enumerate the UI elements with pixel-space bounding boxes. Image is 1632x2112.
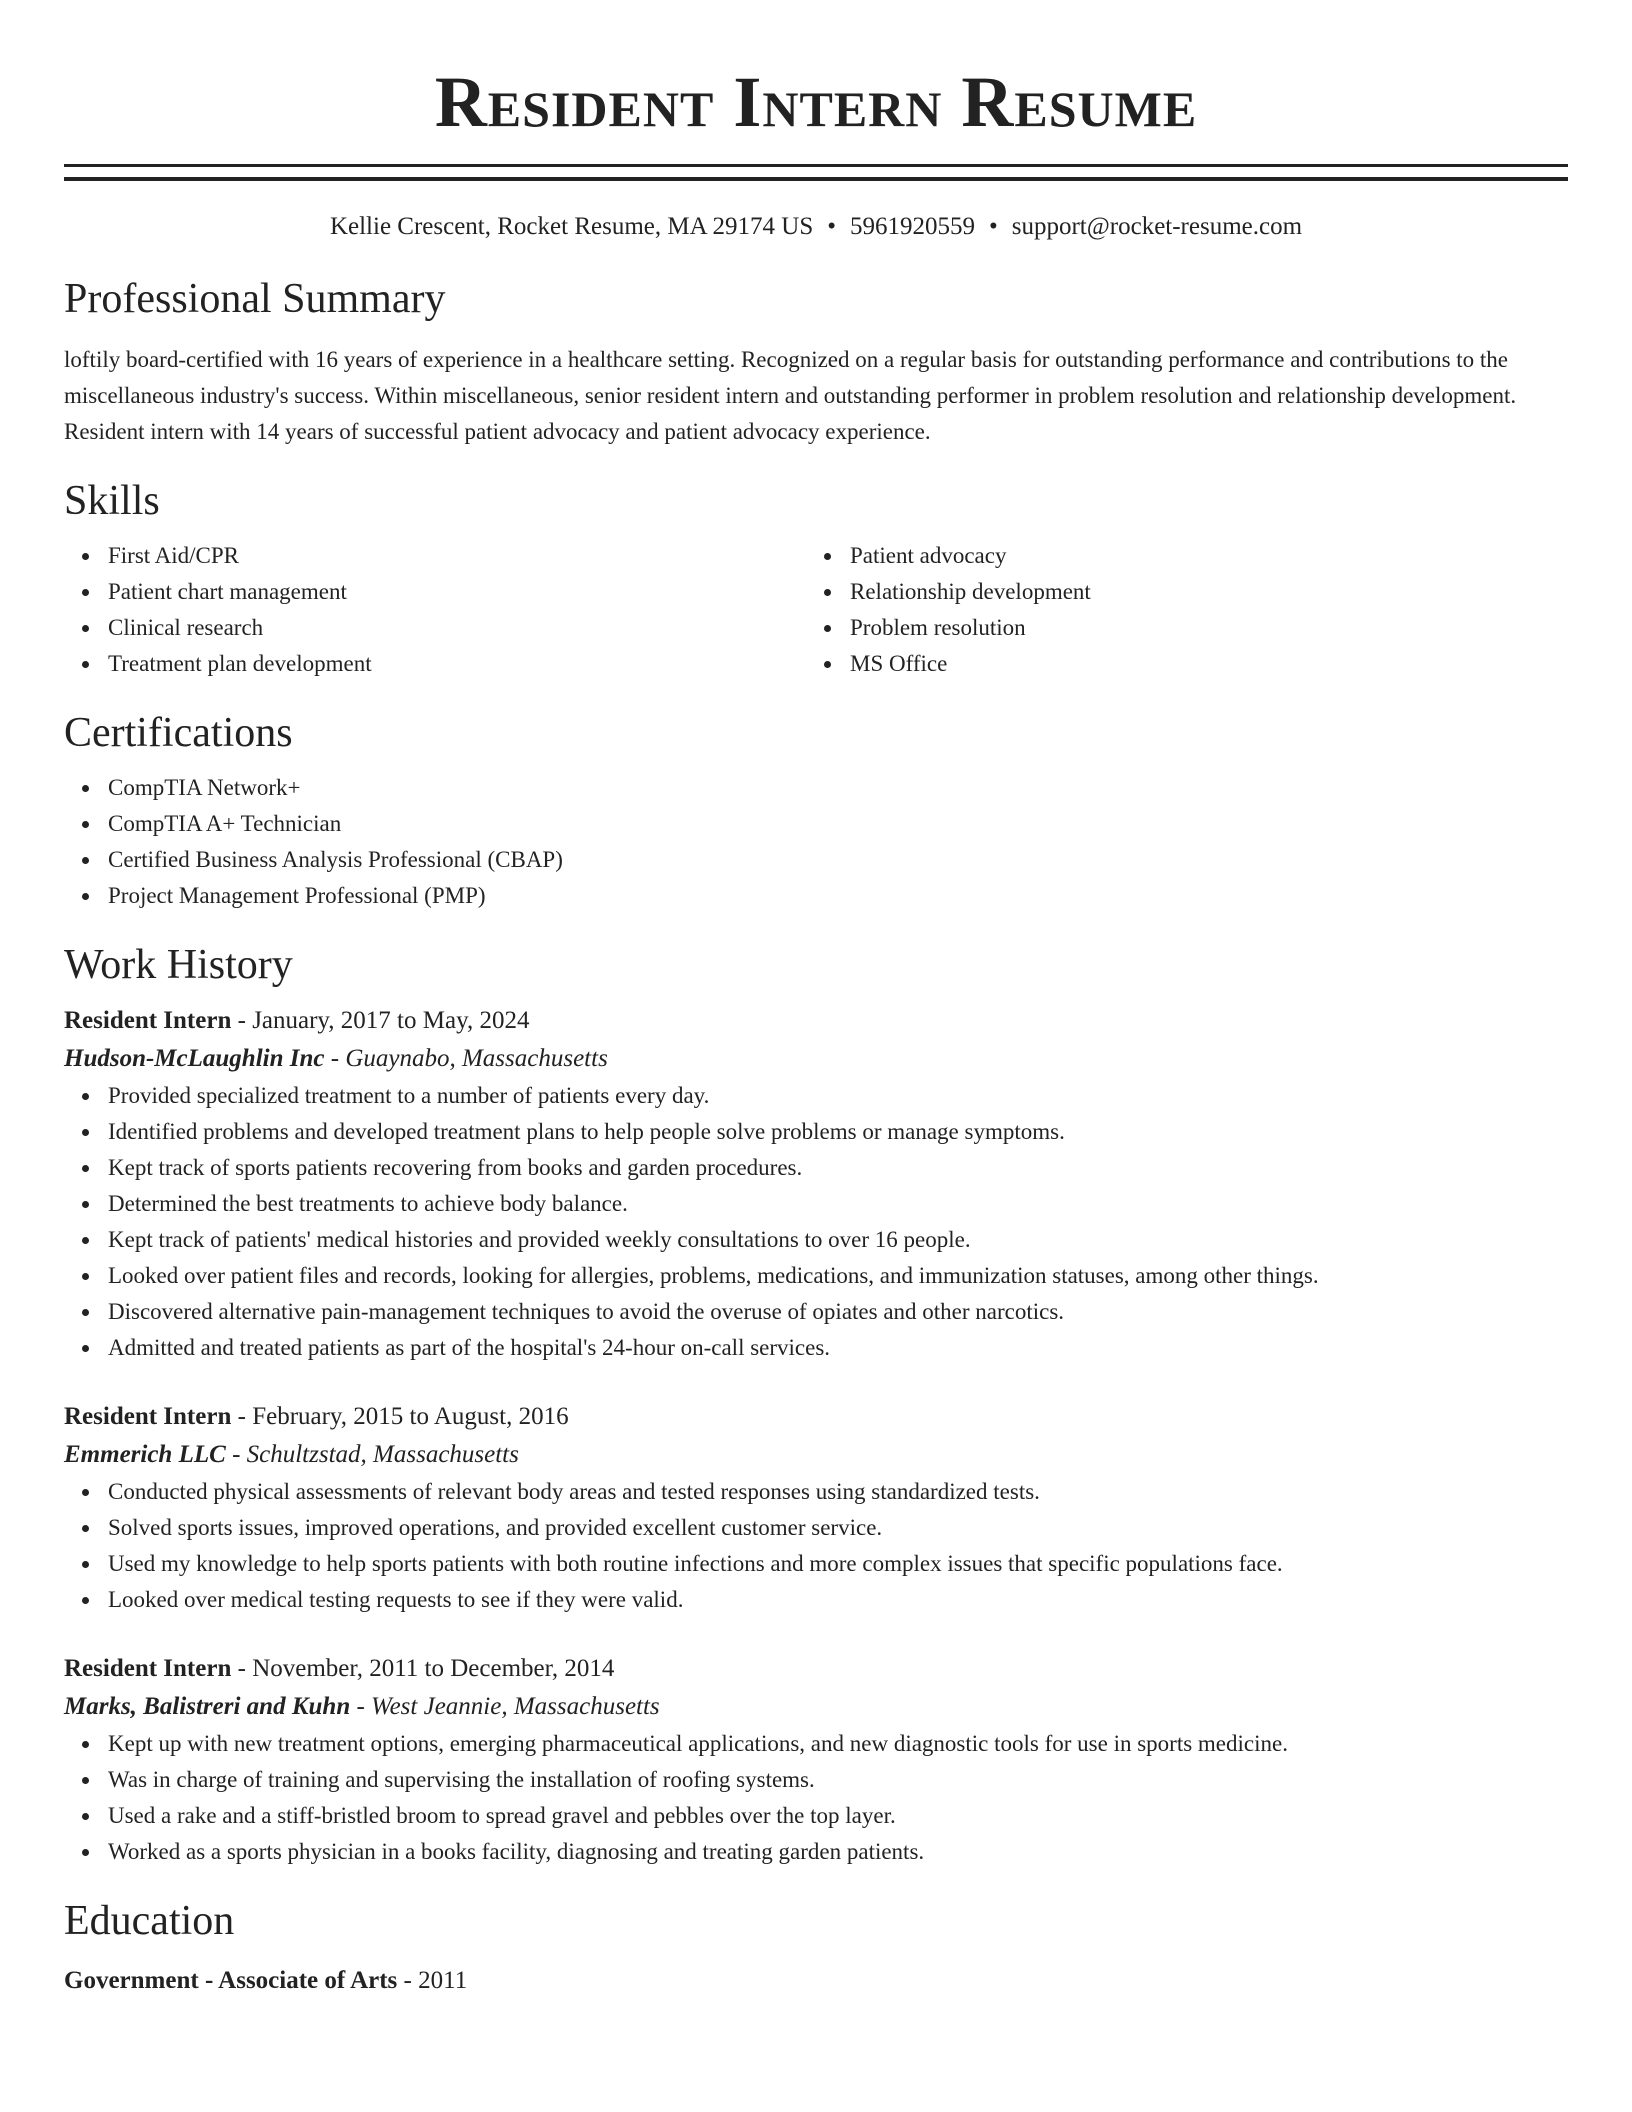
job-bullet: Kept track of sports patients recovering from books and garden procedures. xyxy=(108,1150,1568,1186)
job-dash: - xyxy=(350,1693,372,1720)
certification-item: CompTIA Network+ xyxy=(108,770,1568,806)
job-bullet: Looked over medical testing requests to see if they were valid. xyxy=(108,1582,1568,1618)
work-history-heading: Work History xyxy=(64,942,293,988)
job-bullet-list xyxy=(64,1078,1568,1366)
summary-section xyxy=(64,274,1568,450)
skill-item: Problem resolution xyxy=(850,610,1548,646)
job-company-line xyxy=(64,1040,1568,1078)
skill-item: Treatment plan development xyxy=(108,646,806,682)
contact-line xyxy=(64,211,1568,243)
job-dash: - xyxy=(225,1441,247,1468)
job-bullet: Admitted and treated patients as part of the hospital's 24-hour on-call services. xyxy=(108,1330,1568,1366)
job-bullet: Solved sports issues, improved operations, and provided excellent customer service. xyxy=(108,1510,1568,1546)
education-section xyxy=(64,1896,1568,2000)
contact-address: Kellie Crescent, Rocket Resume, MA 29174 US xyxy=(329,213,814,240)
education-year: 2011 xyxy=(418,1967,468,1994)
work-history-section xyxy=(64,940,1568,1870)
job-bullet: Conducted physical assessments of relevant body areas and tested responses using standardized tests. xyxy=(108,1474,1568,1510)
education-degree: Associate of Arts xyxy=(218,1967,398,1994)
job-dates: January, 2017 to May, 2024 xyxy=(252,1007,530,1034)
skills-section xyxy=(64,476,1568,682)
job-role: Resident Intern xyxy=(64,1007,232,1034)
certification-item: CompTIA A+ Technician xyxy=(108,806,1568,842)
job-dash: - xyxy=(231,1655,253,1682)
skill-item: Patient advocacy xyxy=(850,538,1548,574)
job-bullet: Determined the best treatments to achieve body balance. xyxy=(108,1186,1568,1222)
job-company: Emmerich LLC xyxy=(64,1441,226,1468)
job-title-line xyxy=(64,1002,1568,1040)
job-location: Schultzstad, Massachusetts xyxy=(246,1441,519,1468)
job-bullet: Looked over patient files and records, looking for allergies, problems, medications, and immunization statuses, among other things. xyxy=(108,1258,1568,1294)
skills-grid xyxy=(64,538,1568,682)
education-dash: - xyxy=(198,1967,219,1994)
job-entry xyxy=(64,1398,1568,1618)
contact-separator: • xyxy=(988,213,998,240)
job-bullet: Used my knowledge to help sports patients with both routine infections and more complex issues that specific populations face. xyxy=(108,1546,1568,1582)
skill-item: Patient chart management xyxy=(108,574,806,610)
job-entry xyxy=(64,1650,1568,1870)
skill-item: MS Office xyxy=(850,646,1548,682)
job-title-line xyxy=(64,1398,1568,1436)
job-company: Hudson-McLaughlin Inc xyxy=(64,1045,325,1072)
summary-heading: Professional Summary xyxy=(64,276,446,322)
certifications-section xyxy=(64,708,1568,914)
job-dash: - xyxy=(231,1007,253,1034)
education-heading: Education xyxy=(64,1898,235,1944)
certification-item: Project Management Professional (PMP) xyxy=(108,878,1568,914)
job-bullet: Provided specialized treatment to a number of patients every day. xyxy=(108,1078,1568,1114)
job-role: Resident Intern xyxy=(64,1655,232,1682)
skills-list-left xyxy=(64,538,806,682)
summary-text: loftily board-certified with 16 years of experience in a healthcare setting. Recognized on a regular basis for outstanding performance and contributions to the miscellaneous industry's success. Within miscellaneous, senior resident intern and outstanding performer in problem resolution and relationship development. Resident intern with 14 years of successful patient advocacy and patient advocacy experience. xyxy=(64,347,1517,444)
title-divider xyxy=(64,164,1568,181)
job-bullet-list xyxy=(64,1474,1568,1618)
resume-page xyxy=(64,0,1568,2000)
contact-email: support@rocket-resume.com xyxy=(1011,213,1303,240)
certifications-list xyxy=(64,770,1568,914)
education-entry xyxy=(64,1962,1568,2000)
job-bullet: Worked as a sports physician in a books facility, diagnosing and treating garden patients. xyxy=(108,1834,1568,1870)
job-bullet: Kept up with new treatment options, emerging pharmaceutical applications, and new diagnostic tools for use in sports medicine. xyxy=(108,1726,1568,1762)
job-bullet: Was in charge of training and supervising the installation of roofing systems. xyxy=(108,1762,1568,1798)
job-bullet-list xyxy=(64,1726,1568,1870)
job-title-line xyxy=(64,1650,1568,1688)
contact-phone: 5961920559 xyxy=(849,213,975,240)
job-location: Guaynabo, Massachusetts xyxy=(345,1045,608,1072)
skill-item: Relationship development xyxy=(850,574,1548,610)
skills-column-left xyxy=(64,538,806,682)
education-field: Government xyxy=(64,1967,199,1994)
contact-separator: • xyxy=(827,213,836,240)
education-dash: - xyxy=(397,1967,419,1994)
skills-heading: Skills xyxy=(64,478,160,524)
job-dates: February, 2015 to August, 2016 xyxy=(252,1403,569,1430)
job-bullet: Kept track of patients' medical histories and provided weekly consultations to over 16 people. xyxy=(108,1222,1568,1258)
certifications-heading: Certifications xyxy=(64,710,293,756)
job-bullet: Identified problems and developed treatment plans to help people solve problems or manage symptoms. xyxy=(108,1114,1568,1150)
job-dates: November, 2011 to December, 2014 xyxy=(252,1655,615,1682)
certification-item: Certified Business Analysis Professional (CBAP) xyxy=(108,842,1568,878)
job-company-line xyxy=(64,1688,1568,1726)
skill-item: First Aid/CPR xyxy=(108,538,806,574)
skill-item: Clinical research xyxy=(108,610,806,646)
job-dash: - xyxy=(324,1045,346,1072)
job-entry xyxy=(64,1002,1568,1366)
job-role: Resident Intern xyxy=(64,1403,232,1430)
resume-title: Resident Intern Resume xyxy=(434,62,1198,142)
job-company-line xyxy=(64,1436,1568,1474)
job-bullet: Used a rake and a stiff-bristled broom to spread gravel and pebbles over the top layer. xyxy=(108,1798,1568,1834)
job-dash: - xyxy=(231,1403,253,1430)
job-bullet: Discovered alternative pain-management techniques to avoid the overuse of opiates and other narcotics. xyxy=(108,1294,1568,1330)
job-location: West Jeannie, Massachusetts xyxy=(371,1693,660,1720)
job-company: Marks, Balistreri and Kuhn xyxy=(64,1693,351,1720)
skills-list-right xyxy=(806,538,1548,682)
skills-column-right xyxy=(806,538,1548,682)
